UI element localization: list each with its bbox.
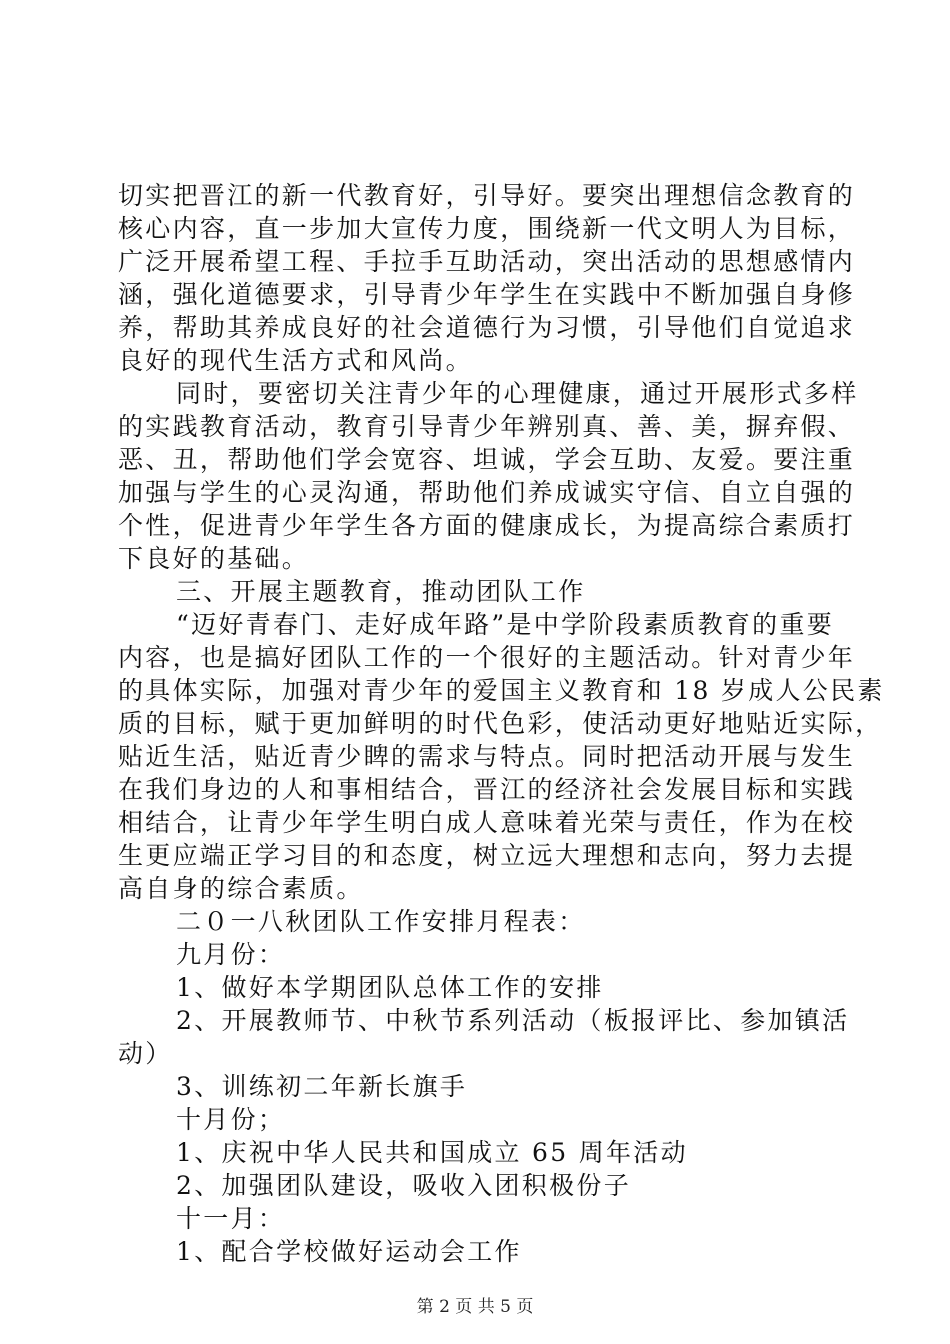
schedule-item: 1、配合学校做好运动会工作 [176, 1237, 522, 1266]
schedule-item: 1、庆祝中华人民共和国成立 65 周年活动 [176, 1138, 688, 1167]
schedule-title: 二０一八秋团队工作安排月程表： [176, 907, 586, 936]
schedule-item: 2、开展教师节、中秋节系列活动（板报评比、参加镇活 [176, 1006, 850, 1035]
paragraph-3-line: 生更应端正学习目的和态度，树立远大理想和志向，努力去提 [118, 841, 856, 870]
month-label-november: 十一月： [176, 1204, 286, 1233]
page-number-footer: 第 2 页 共 5 页 [416, 1297, 534, 1317]
paragraph-1-line: 良好的现代生活方式和风尚。 [118, 346, 473, 375]
paragraph-2-line: 个性，促进青少年学生各方面的健康成长，为提高综合素质打 [118, 511, 856, 540]
paragraph-3-line: 的具体实际，加强对青少年的爱国主义教育和 18 岁成人公民素 [118, 676, 885, 705]
paragraph-3-line: 贴近生活，贴近青少睥的需求与特点。同时把活动开展与发生 [118, 742, 856, 771]
paragraph-2-line: 加强与学生的心灵沟通，帮助他们养成诚实守信、自立自强的 [118, 478, 856, 507]
schedule-item-continuation: 动） [118, 1039, 173, 1068]
month-label-september: 九月份： [176, 940, 286, 969]
paragraph-1-line: 切实把晋江的新一代教育好，引导好。要突出理想信念教育的 [118, 181, 856, 210]
schedule-item: 3、训练初二年新长旗手 [176, 1072, 468, 1101]
paragraph-3-line: 相结合，让青少年学生明白成人意味着光荣与责任，作为在校 [118, 808, 856, 837]
schedule-item: 1、做好本学期团队总体工作的安排 [176, 973, 604, 1002]
paragraph-3-line: 在我们身边的人和事相结合，晋江的经济社会发展目标和实践 [118, 775, 856, 804]
paragraph-2-line: 下良好的基础。 [118, 544, 310, 573]
paragraph-3-line: 高自身的综合素质。 [118, 874, 364, 903]
paragraph-3-line: 质的目标，赋于更加鲜明的时代色彩，使活动更好地贴近实际， [118, 709, 883, 738]
paragraph-1-line: 养，帮助其养成良好的社会道德行为习惯，引导他们自觉追求 [118, 313, 856, 342]
schedule-item: 2、加强团队建设，吸收入团积极份子 [176, 1171, 632, 1200]
paragraph-1-line: 核心内容，直一步加大宣传力度，围绕新一代文明人为目标， [118, 214, 856, 243]
paragraph-3-line: “迈好青春门、走好成年路”是中学阶段素质教育的重要 [176, 610, 835, 639]
paragraph-2-line: 的实践教育活动，教育引导青少年辨别真、善、美，摒弃假、 [118, 412, 856, 441]
paragraph-3-line: 内容，也是搞好团队工作的一个很好的主题活动。针对青少年 [118, 643, 856, 672]
paragraph-1-line: 涵，强化道德要求，引导青少年学生在实践中不断加强自身修 [118, 280, 856, 309]
paragraph-1-line: 广泛开展希望工程、手拉手互助活动，突出活动的思想感情内 [118, 247, 856, 276]
month-label-october: 十月份； [176, 1105, 286, 1134]
section-heading: 三、开展主题教育，推动团队工作 [176, 577, 586, 606]
paragraph-2-line: 同时，要密切关注青少年的心理健康，通过开展形式多样 [176, 379, 859, 408]
paragraph-2-line: 恶、丑，帮助他们学会宽容、坦诚，学会互助、友爱。要注重 [118, 445, 856, 474]
